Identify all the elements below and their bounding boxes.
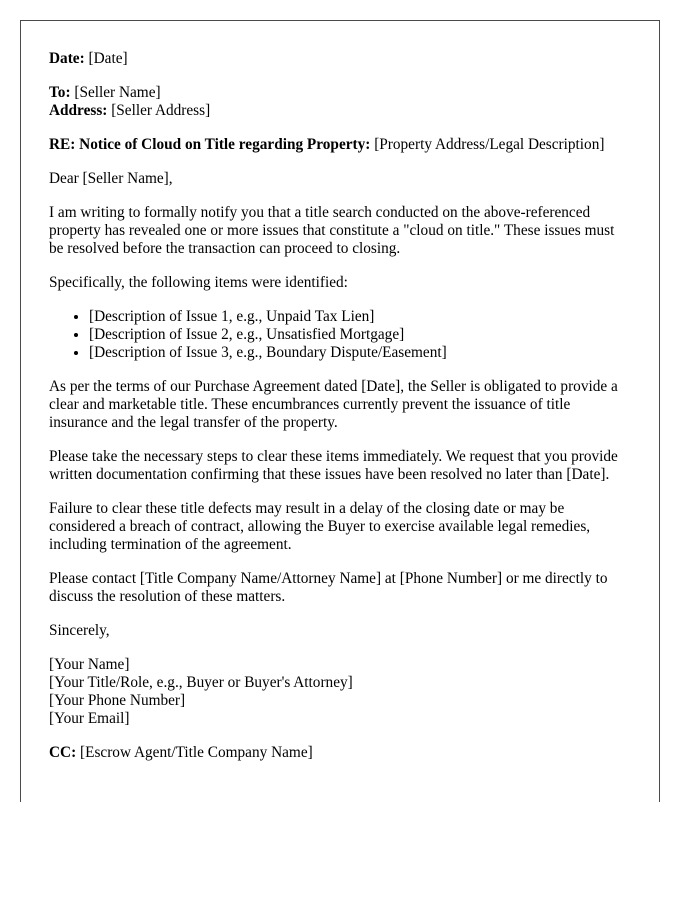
signature-title: [Your Title/Role, e.g., Buyer or Buyer's Attorney]	[49, 674, 353, 691]
signature-email: [Your Email]	[49, 710, 130, 727]
paragraph-contact: Please contact [Title Company Name/Attorney Name] at [Phone Number] or me directly to discuss the resolution of these matters.	[49, 570, 608, 605]
cc-value: [Escrow Agent/Title Company Name]	[80, 744, 313, 761]
letter-page	[20, 20, 660, 802]
salutation: Dear [Seller Name],	[49, 170, 173, 187]
date-value: [Date]	[88, 50, 128, 67]
paragraph-request: Please take the necessary steps to clear these items immediately. We request that you provide written documentation confirming that these issues have been resolved no later than [Date].	[49, 448, 618, 483]
issue-item: • [Description of Issue 3, e.g., Boundary Dispute/Easement]	[89, 344, 631, 362]
paragraph-consequences: Failure to clear these title defects may result in a delay of the closing date or may be considered a breach of contract, allowing the Buyer to exercise available legal remedies, including termination of the agreement.	[49, 500, 591, 553]
to-line	[49, 84, 631, 102]
cc-label: CC:	[49, 744, 77, 761]
signature-phone: [Your Phone Number]	[49, 692, 186, 709]
address-value: [Seller Address]	[111, 102, 211, 119]
to-value: [Seller Name]	[74, 84, 161, 101]
subject-label: RE: Notice of Cloud on Title regarding Property:	[49, 136, 371, 153]
paragraph-items-intro: Specifically, the following items were identified:	[49, 274, 348, 291]
paragraph-agreement: As per the terms of our Purchase Agreement dated [Date], the Seller is obligated to provide a clear and marketable title. These encumbrances currently prevent the issuance of title insurance and the legal transfer of the property.	[49, 378, 618, 431]
paragraph-intro: I am writing to formally notify you that a title search conducted on the above-referenced property has revealed one or more issues that constitute a "cloud on title." These issues must be resolved before the transaction can proceed to closing.	[49, 204, 615, 257]
subject-value: [Property Address/Legal Description]	[374, 136, 605, 153]
address-label: Address:	[49, 102, 108, 119]
issues-list	[49, 308, 631, 362]
date-label: Date:	[49, 50, 85, 67]
cc-line	[49, 744, 631, 762]
address-line	[49, 102, 631, 120]
subject-line	[49, 136, 631, 154]
issue-item: • [Description of Issue 2, e.g., Unsatisfied Mortgage]	[89, 326, 631, 344]
date-line	[49, 50, 631, 68]
signature-name: [Your Name]	[49, 656, 130, 673]
to-label: To:	[49, 84, 71, 101]
issue-item: • [Description of Issue 1, e.g., Unpaid Tax Lien]	[89, 308, 631, 326]
closing: Sincerely,	[49, 622, 110, 639]
